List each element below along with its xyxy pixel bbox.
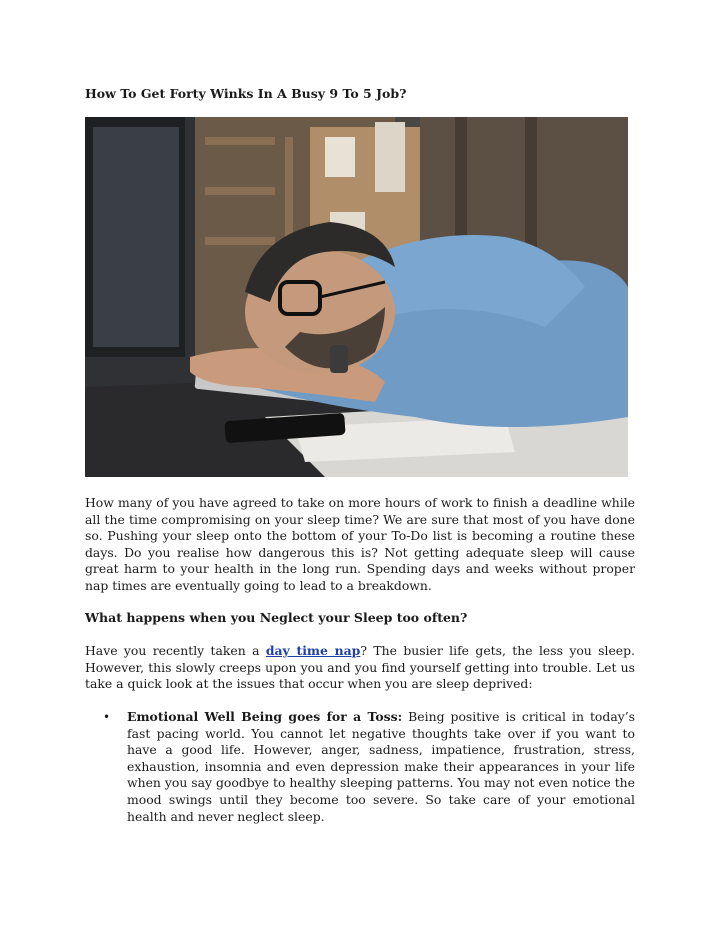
list-item-text: Being positive is critical in today’s fast pacing world. You cannot let negative thoughts take over if you want to have a good life. However, anger, sadness, impatience, frustration, stress, exhaustion, insomnia and even depression make their appearances in your life when you say goodbye to healthy sleeping patterns. You may not even notice the mood swings until they become too severe. So take care of your emotional health and never neglect sleep.: [127, 709, 636, 824]
section-intro-before-link: Have you recently taken a: [85, 643, 266, 658]
article-photo: [85, 117, 628, 477]
issues-list: [85, 709, 635, 825]
list-item-heading: Emotional Well Being goes for a Toss:: [127, 709, 403, 724]
section-intro-after-link: ? The busier life gets, the less you sleep. However, this slowly creeps upon you and you find yourself getting into trouble. Let us take a quick look at the issues that occur when you are sleep deprived:: [85, 643, 635, 692]
sleeping-man-at-desk-illustration: [85, 117, 628, 477]
article-title: How To Get Forty Winks In A Busy 9 To 5 Job?: [85, 86, 407, 101]
bullet-icon: •: [103, 710, 111, 724]
section-intro-paragraph: [85, 643, 635, 693]
day-time-nap-link[interactable]: day time nap: [265, 643, 361, 658]
section-heading: What happens when you Neglect your Sleep too often?: [85, 610, 468, 625]
list-item: [85, 709, 635, 825]
intro-paragraph: How many of you have agreed to take on more hours of work to finish a deadline while all the time compromising on your sleep time? We are sure that most of you have done so. Pushing your sleep onto the bottom of your To-Do list is becoming a routine these days. Do you realise how dangerous this is? Not getting adequate sleep will cause great harm to your health in the long run. Spending days and weeks without proper nap times are eventually going to lead to a breakdown.: [85, 495, 635, 593]
